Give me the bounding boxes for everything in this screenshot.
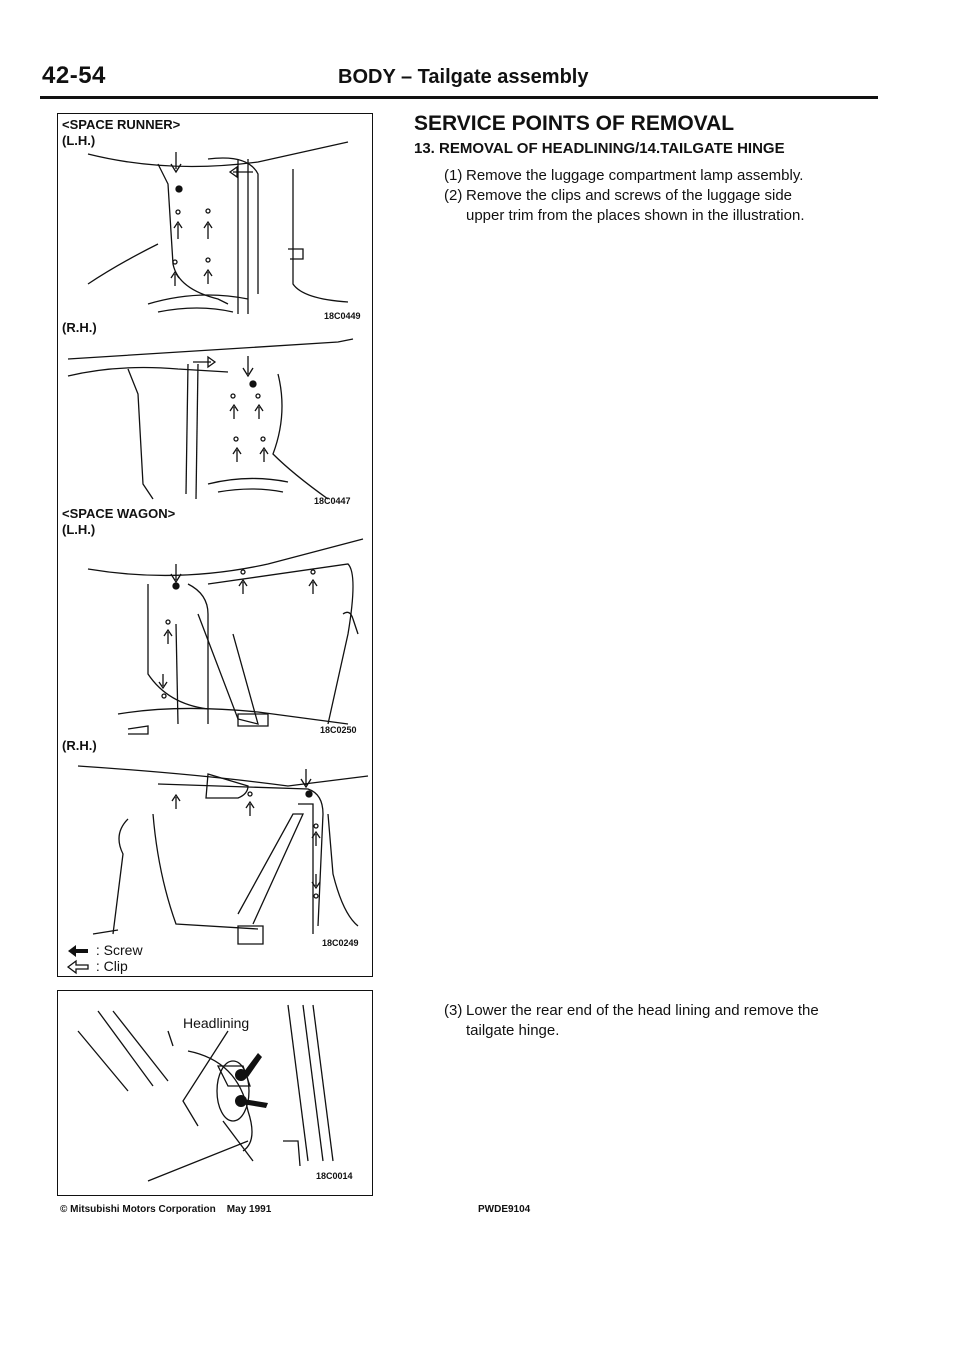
page-number: 42-54 [42, 62, 106, 89]
step-2-text-line1: Remove the clips and screws of the luggage side [466, 187, 793, 204]
legend-clip-text: : Clip [95, 958, 128, 974]
step-3-text-line1: Lower the rear end of the head lining and remove the [466, 1002, 819, 1019]
space-runner-heading: <SPACE RUNNER> [62, 117, 181, 132]
trim-illustration [58, 114, 374, 978]
wagon-rh-label: (R.H.) [62, 738, 97, 753]
headlining-figure-code: 18C0014 [316, 1171, 353, 1181]
section-title: SERVICE POINTS OF REMOVAL [414, 112, 735, 135]
wagon-rh-figure-code: 18C0249 [322, 938, 359, 948]
step-1 [444, 166, 884, 186]
runner-rh-label: (R.H.) [62, 320, 97, 335]
step-2 [444, 186, 884, 226]
legend-screw-text: : Screw [95, 942, 143, 958]
headlining-figure [57, 990, 373, 1196]
section-subtitle: 13. REMOVAL OF HEADLINING/14.TAILGATE HINGE [414, 140, 785, 157]
space-wagon-heading: <SPACE WAGON> [62, 506, 176, 521]
runner-lh-label: (L.H.) [62, 133, 96, 148]
step-1-text: Remove the luggage compartment lamp assembly. [466, 167, 804, 184]
legend-screw [66, 942, 143, 959]
hollow-arrow-icon [66, 959, 92, 975]
step-1-number: (1) [444, 167, 463, 184]
headlining-label: Headlining [183, 1015, 250, 1031]
footer-doc-code: PWDE9104 [478, 1204, 531, 1215]
wagon-lh-figure-code: 18C0250 [320, 725, 357, 735]
header-rule [40, 96, 878, 99]
trim-fastener-figure [57, 113, 373, 977]
step-3-number: (3) [444, 1002, 463, 1019]
step-3 [444, 1001, 884, 1041]
runner-rh-figure-code: 18C0447 [314, 496, 351, 506]
legend-clip [66, 958, 128, 975]
step-2-text-line2: upper trim from the places shown in the illustration. [466, 207, 805, 224]
footer-copyright: © Mitsubishi Motors Corporation May 1991 [60, 1204, 272, 1215]
page-title: BODY – Tailgate assembly [338, 66, 589, 88]
solid-arrow-icon [66, 943, 92, 959]
runner-lh-figure-code: 18C0449 [324, 311, 361, 321]
wagon-lh-label: (L.H.) [62, 522, 96, 537]
step-3-text-line2: tailgate hinge. [466, 1022, 560, 1039]
step-2-number: (2) [444, 187, 463, 204]
